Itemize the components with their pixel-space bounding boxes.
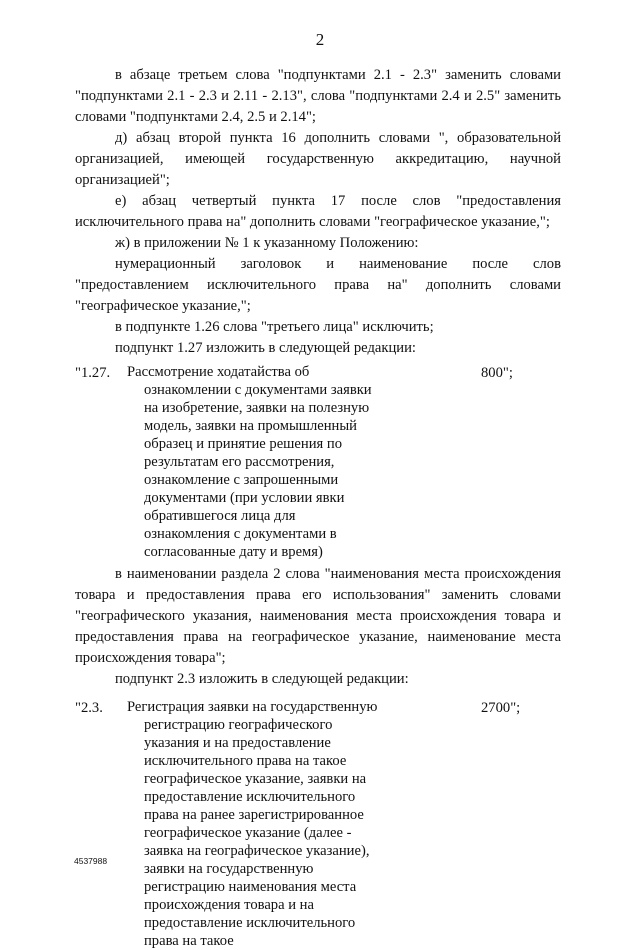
entry-number: "2.3. xyxy=(75,700,103,716)
paragraph: ж) в приложении № 1 к указанному Положению: xyxy=(115,235,419,251)
entry-number: "1.27. xyxy=(75,365,111,381)
paragraph: в абзаце третьем слова "подпунктами 2.1 - 2.3" заменить словами "подпунктами 2.1 - 2.3 и 2.11 - 2.13", слова "подпунктами 2.4 и 2.5" заменить словами "подпунктами 2.4, 2.5 и 2.14"; xyxy=(75,67,561,125)
page-number: 2 xyxy=(315,30,325,49)
paragraph: в подпункте 1.26 слова "третьего лица" исключить; xyxy=(115,319,434,335)
paragraph: д) абзац второй пункта 16 дополнить словами ", образовательной организацией, имеющей государственную аккредитацию, научной организацией"; xyxy=(75,130,561,188)
paragraph: подпункт 2.3 изложить в следующей редакции: xyxy=(115,671,409,687)
paragraph: подпункт 1.27 изложить в следующей редакции: xyxy=(115,340,416,356)
entry-fee-value: 800"; xyxy=(481,365,513,381)
document-body xyxy=(75,65,561,950)
paragraph: нумерационный заголовок и наименование после слов "предоставлением исключительного права на" дополнить словами "географическое указание,"; xyxy=(75,256,561,314)
fee-entry-2-3 xyxy=(75,698,561,950)
entry-text: Регистрация заявки на государственную регистрацию географического указания и на предоставление исключительного права на такое географическое указание, заявки на предоставление исключительного права на ранее зарегистрированное географическое указание (далее - заявка на географическое указание), заявки на государственную регистрацию наименования места происхождения товара и на предоставление исключительного права на такое xyxy=(127,699,378,949)
paragraph: е) абзац четвертый пункта 17 после слов "предоставления исключительного права на" дополнить словами "географическое указание,"; xyxy=(75,193,561,230)
entry-fee-value: 2700"; xyxy=(481,700,521,716)
paragraph: в наименовании раздела 2 слова "наименования места происхождения товара и предоставления права его использования" заменить словами "географического указания, наименования места происхождения товара и предоставления права на географическое указание, наименование места происхождения товара"; xyxy=(75,566,561,666)
document-code: 4537988 xyxy=(74,856,108,866)
fee-entry-1-27 xyxy=(75,363,561,561)
entry-text: Рассмотрение ходатайства об ознакомлении с документами заявки на изобретение, заявки на полезную модель, заявки на промышленный образец и принятие решения по результатам его рассмотрения, ознакомление с запрошенными документами (при условии явки обратившегося лица для ознакомления с документами в согласованные дату и время) xyxy=(127,364,372,560)
